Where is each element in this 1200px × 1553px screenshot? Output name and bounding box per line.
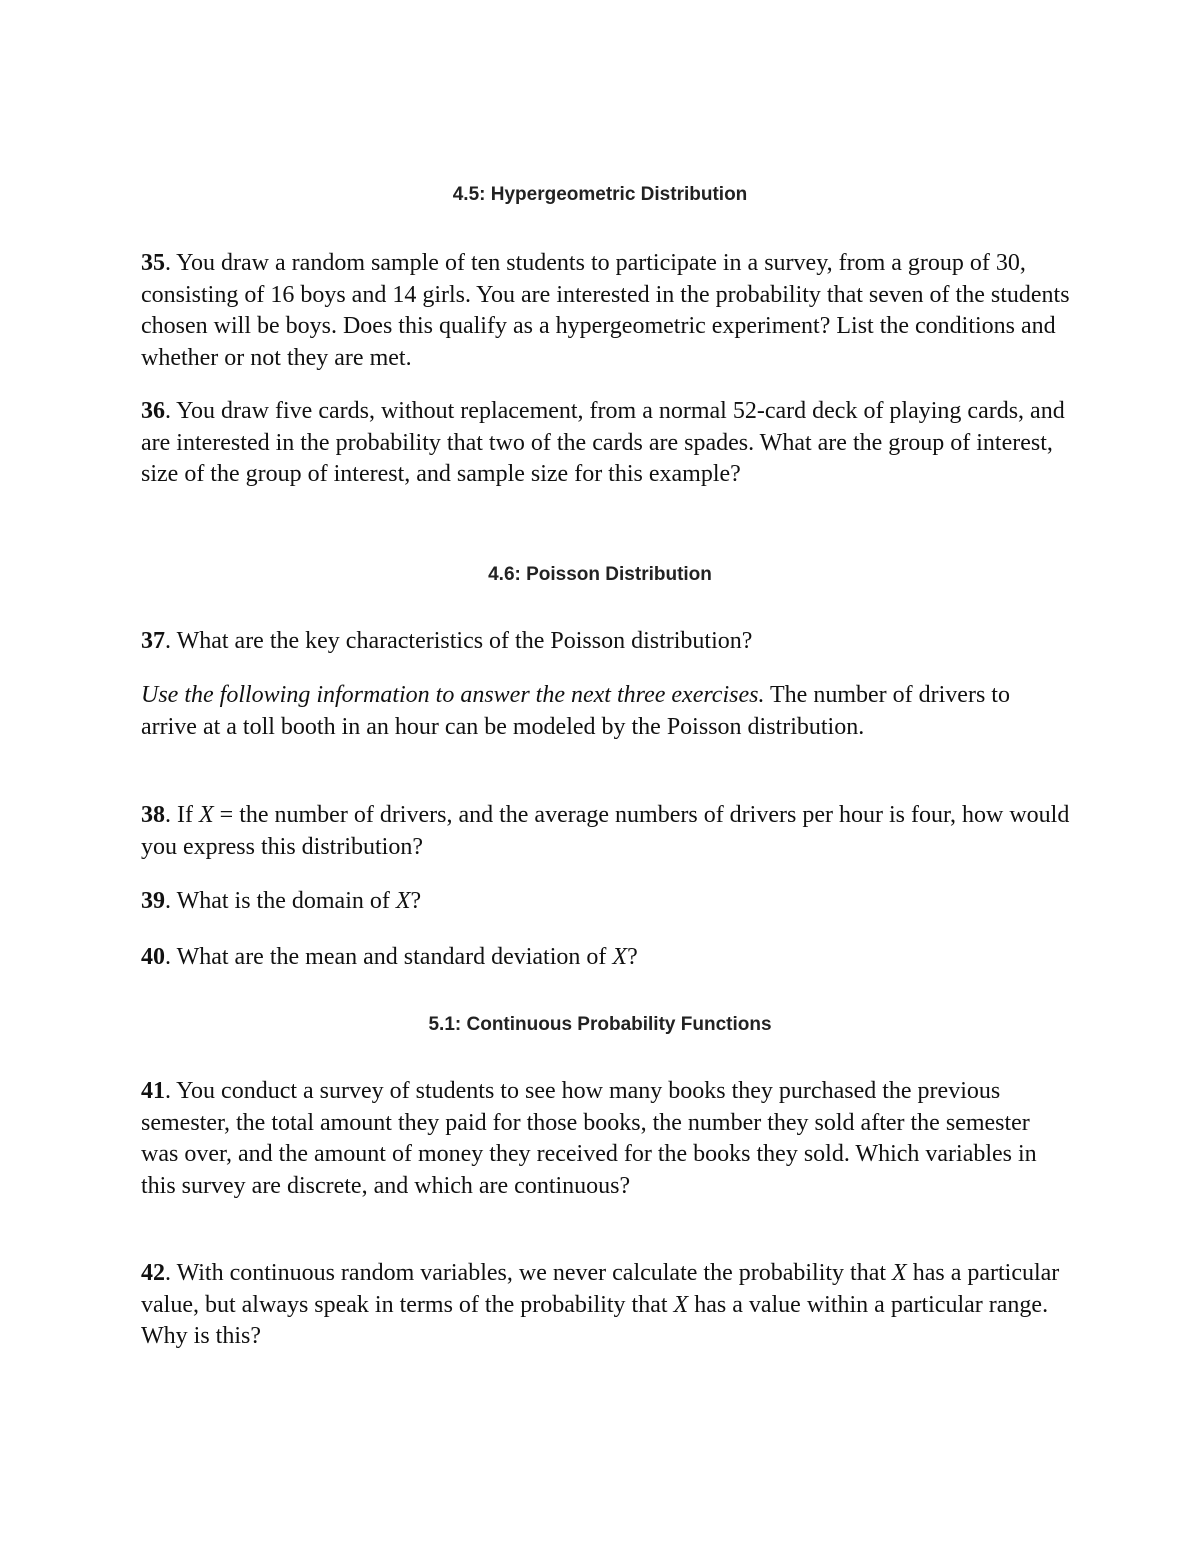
info-text: The number of drivers to arrive at a toll booth in an hour can be modeled by the Poisson distribution. <box>141 682 1010 740</box>
exercise-35 <box>141 248 1071 374</box>
section-heading-poisson: 4.6: Poisson Distribution <box>488 564 712 585</box>
exercise-text: . If <box>165 802 199 828</box>
section-heading-continuous: 5.1: Continuous Probability Functions <box>428 1014 772 1035</box>
variable-x: X <box>395 888 411 914</box>
exercise-text: . What are the mean and standard deviation of <box>165 944 613 970</box>
exercise-number: 35 <box>141 250 165 276</box>
exercise-text-rest: = the number of drivers, and the average numbers of drivers per hour is four, how would you express this distribution? <box>141 802 1070 860</box>
exercise-text: . You draw a random sample of ten students to participate in a survey, from a group of 30, consisting of 16 boys and 14 girls. You are interested in the probability that seven of the students chosen will be boys. Does this qualify as a hypergeometric experiment? List the conditions and whether or not they are met. <box>141 250 1070 371</box>
exercise-text: . You conduct a survey of students to see how many books they purchased the previous semester, the total amount they paid for those books, the number they sold after the semester was over, and the amount of money they received for the books they sold. Which variables in this survey are discrete, and which are continuous? <box>141 1078 1037 1199</box>
exercise-text: . You draw five cards, without replacement, from a normal 52-card deck of playing cards, and are interested in the probability that two of the cards are spades. What are the group of interest, size of the group of interest, and sample size for this example? <box>141 398 1065 487</box>
exercise-42 <box>141 1258 1071 1353</box>
exercise-36 <box>141 396 1071 491</box>
section-heading-hypergeometric: 4.5: Hypergeometric Distribution <box>452 184 748 205</box>
exercise-40 <box>141 942 1071 974</box>
exercise-41 <box>141 1076 1071 1202</box>
exercise-number: 39 <box>141 888 165 914</box>
exercise-text: . What is the domain of <box>165 888 396 914</box>
exercise-number: 38 <box>141 802 165 828</box>
exercise-text-rest: has a value within a particular range. Why is this? <box>141 1291 1049 1349</box>
exercise-37 <box>141 626 1071 658</box>
exercise-text-rest: ? <box>627 944 638 970</box>
exercise-number: 40 <box>141 944 165 970</box>
exercise-text-rest: ? <box>410 888 422 914</box>
info-lead: Use the following information to answer the next three exercises. <box>141 682 765 708</box>
exercise-number: 36 <box>141 398 165 424</box>
exercise-text: . With continuous random variables, we never calculate the probability that <box>165 1260 893 1286</box>
exercise-number: 42 <box>141 1260 165 1286</box>
exercise-number: 37 <box>141 628 165 654</box>
variable-x: X <box>198 802 214 828</box>
exercise-39 <box>141 886 1071 918</box>
variable-x: X <box>673 1291 689 1318</box>
exercise-text: . What are the key characteristics of the Poisson distribution? <box>165 628 753 654</box>
exercise-number: 41 <box>141 1078 165 1104</box>
variable-x: X <box>612 944 628 970</box>
variable-x: X <box>892 1260 907 1286</box>
exercise-38 <box>141 800 1071 863</box>
exercise-text-mid: has a particular value, but always speak in terms of the probability that <box>141 1260 1060 1318</box>
info-paragraph <box>141 680 1071 743</box>
